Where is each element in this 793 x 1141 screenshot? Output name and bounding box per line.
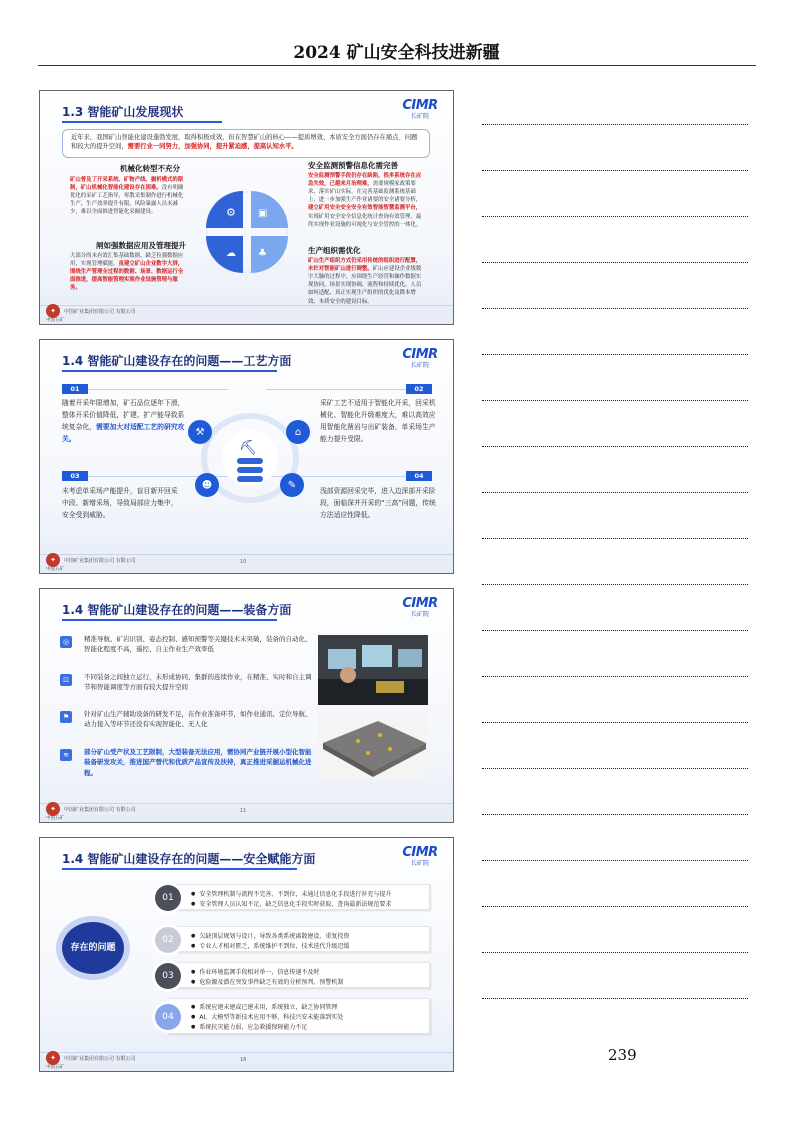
problem-item: ● 系统抗灾能力弱，应急救援保障能力不足: [191, 1022, 307, 1031]
footer-brand: 中国五矿: [46, 318, 64, 323]
logo-main: CIMR: [402, 347, 438, 362]
footer-brand: 中国五矿: [46, 1065, 64, 1070]
compass-icon: ◎: [60, 636, 72, 648]
note-line: [482, 262, 748, 263]
note-line: [482, 216, 748, 217]
problem-item: ● 作业环境监测手段相对单一，信息传递不及时: [191, 967, 319, 976]
tag-line: [88, 389, 228, 390]
quadrant-text-4: [308, 257, 426, 306]
equipment-issue-1: [62, 634, 317, 655]
quadrant-text-3: [70, 252, 185, 293]
tag-line: [266, 389, 406, 390]
slide-footer: [46, 802, 136, 816]
quadrant-2-body-b: 实现矿用安全安全信息化统计查询有效管理，最终实现作业设施的可视化与安全管控的一体化。: [308, 213, 422, 228]
note-line: [482, 906, 748, 907]
petal-top-right: [251, 191, 288, 228]
quadrant-heading-4: 生产组织需优化: [308, 246, 361, 255]
logo-sub: 长矿院: [410, 113, 429, 120]
quadrant-4-body: 矿山应建设企业级数字大脑的过程中，应围绕生产经营和操作数据实现协同，场景实现协调，流程和持续优化，人员如何适配、真正实现生产组织的优化及降本增效、本质安全的建设目标。: [308, 266, 422, 305]
slide-title: 1.3 智能矿山发展现状: [62, 105, 184, 119]
problem-number: 04: [155, 1004, 181, 1030]
header-rule: [38, 65, 756, 66]
equipment-issue-2: [62, 672, 317, 693]
logo-main: CIMR: [402, 596, 438, 611]
title-underline: [62, 619, 277, 621]
camera-icon: ▣: [258, 208, 268, 219]
equipment-issue-1-text: 精准导航、矿岩识别、姿态控制、感知预警等关键技术未突破，装备的自动化、智能化程度不高，遥控、自主作业生产效率低: [84, 635, 312, 654]
issue-1-body: 随着开采年限增加，矿石品位逐年下滑，整体开采价值降低，扩建、扩产能导致系统复杂化，: [62, 399, 185, 431]
four-petal-diagram: [186, 171, 308, 293]
note-line: [482, 354, 748, 355]
note-line: [482, 952, 748, 953]
note-line: [482, 584, 748, 585]
slide-page-number: 10: [240, 559, 247, 565]
equipment-issue-3: [62, 709, 317, 730]
tag-04: 04: [406, 471, 432, 481]
intro-text: 近年来，我国矿山智能化建设蓬勃发展，取得积极成效，但在智慧矿山的核心——提质增效、本质安全方面仍存在痛点、问题和较大的提升空间，: [71, 134, 418, 151]
footer-org: 中国矿业集团有限公司 有限公司: [64, 806, 136, 813]
drill-icon: ⚒: [188, 420, 212, 444]
problem-item: ● AI、大模型等新技术应用不够，科技兴安未能落到实处: [191, 1012, 343, 1021]
logo-main: CIMR: [402, 845, 438, 860]
quadrant-heading-1: 机械化转型不充分: [120, 164, 180, 173]
quadrant-4-highlight: 矿山生产组织方式仍采用传统的组织进行配置，未针对智能矿山进行调整。: [308, 258, 422, 273]
intro-highlight: 需要行业一同努力，加强协同，提升紧迫感，提高认知水平。: [127, 143, 298, 151]
slide-footer: [46, 1051, 136, 1065]
quadrant-2-highlight-b: 建立矿用安全安全安全有效智能智慧监测平台，: [308, 205, 422, 212]
slide-title: 1.4 智能矿山建设存在的问题——装备方面: [62, 603, 292, 617]
problem-row-2: [162, 926, 430, 952]
slide-page-number: 18: [240, 1057, 247, 1063]
slide-2: [39, 339, 454, 574]
page-number: 239: [608, 1046, 637, 1064]
issue-text-4: 浅部资源回采完毕，进入边深部开采阶段，面临深井开采的“三高”问题，传统方法适应性降低。: [320, 487, 436, 519]
problem-number: 02: [155, 927, 181, 953]
slide-1: [39, 90, 454, 325]
problem-row-1: [162, 884, 430, 910]
issue-text-1: [62, 398, 190, 446]
cimr-logo: [399, 347, 441, 369]
equipment-issue-4: [62, 747, 317, 778]
slide-footer: [46, 553, 136, 567]
quadrant-1-highlight: 矿山普及了开采系统、矿物产线、掘析模式的限制，矿山机械化智能化建设存在困难。: [70, 177, 184, 192]
quadrant-heading-3: 闸如强数据应用及管理提升: [96, 241, 186, 250]
tag-03: 03: [62, 471, 88, 481]
problem-item: ● 危险源及潜在突发事件缺乏有效的分析预判、预警机制: [191, 977, 343, 986]
issue-text-3: 未考虑单采场产能提升，盲目新开回采中段、新增采场，导致局部应力集中，安全受到威胁。: [62, 487, 178, 519]
mine-3d-model-image: [318, 713, 428, 779]
cimr-logo: [399, 596, 441, 618]
note-line: [482, 492, 748, 493]
footer-brand: 中国五矿: [46, 816, 64, 821]
worker-icon: ☻: [195, 473, 219, 497]
problem-item: ● 专业人才相对匮乏，系统维护不到位，技术迭代升级迟缓: [191, 941, 349, 950]
problem-row-3: [162, 962, 430, 988]
logo-sub: 长矿院: [410, 362, 429, 369]
note-line: [482, 308, 748, 309]
note-line: [482, 124, 748, 125]
logo-main: CIMR: [402, 98, 438, 113]
petal-bottom-left: [206, 236, 243, 273]
slide-4: [39, 837, 454, 1072]
note-line: [482, 722, 748, 723]
quadrant-heading-2: 安全监测预警信息化需完善: [308, 161, 398, 170]
quadrant-2-body-a: 需要规模家政策要求，落实矿山实际，在完善基础监测系统基础上，进一步加强生产作业诸要的安全诸要分析，: [308, 181, 422, 204]
note-line: [482, 676, 748, 677]
cimr-logo: [399, 845, 441, 867]
problem-number: 03: [155, 963, 181, 989]
cimr-logo: [399, 98, 441, 120]
quadrant-1-body: 没有明确优化的采矿工艺指导，零散采集制作进行机械化生产，生产效率提升有限，风险暴露人员未减少，难以全面推进智能化采掘建设。: [70, 185, 184, 216]
tag-02: 02: [406, 384, 432, 394]
quadrant-2-highlight: 安全监测预警手段仍存在缺陷，很多系统存在应急失效，已越来月治理难，: [308, 173, 422, 188]
title-underline: [62, 370, 277, 372]
issue-1-highlight: 需要加大对适配工艺的研究攻关。: [62, 422, 185, 443]
slide-page-number: 11: [240, 808, 247, 814]
control-room-photo: [318, 635, 428, 705]
quadrant-text-2: [308, 172, 426, 229]
note-line: [482, 630, 748, 631]
company-badge-icon: ✦: [46, 553, 60, 567]
problems-oval: 存在的问题: [62, 922, 124, 974]
title-underline: [62, 868, 297, 870]
logo-sub: 长矿院: [410, 860, 429, 867]
footer-brand: 中国五矿: [46, 567, 64, 572]
title-underline: [62, 121, 222, 123]
problem-item: ● 安全管理人员认知不足，缺乏信息化手段实时获取、查询最新法规范要求: [191, 899, 391, 908]
problem-number: 01: [155, 885, 181, 911]
problem-row-4: [162, 998, 430, 1034]
quadrant-3-highlight: 虽建立矿山企业数字大屏，围绕生产管理全过程的数据、场景、数据运行全面推进，提高智能管理实现作业设施管理与服务。: [70, 261, 184, 292]
company-badge-icon: ✦: [46, 802, 60, 816]
tag-01: 01: [62, 384, 88, 394]
note-line: [482, 814, 748, 815]
slide-title: 1.4 智能矿山建设存在的问题——工艺方面: [62, 354, 292, 368]
note-line: [482, 400, 748, 401]
gear-icon: ⚙: [226, 206, 236, 219]
problem-item: ● 欠缺顶层规划与设计，导致各类系统离散建设、重复投资: [191, 931, 349, 940]
company-badge-icon: ✦: [46, 1051, 60, 1065]
link-icon: ⊡: [60, 674, 72, 686]
footer-org: 中国矿业集团有限公司 有限公司: [64, 557, 136, 564]
note-line: [482, 538, 748, 539]
petal-bottom-right: [251, 236, 288, 273]
network-icon: ♣: [258, 248, 267, 259]
problem-item: ● 安全管理机制与流程不完善、不到位，未通过信息化手段进行补充与提升: [191, 889, 391, 898]
problem-item: ● 系统应建未建或已建未用，系统独立，缺乏协同管理: [191, 1002, 337, 1011]
equipment-issue-2-text: 不同装备之间独立运行，未形成协同、集群的连续作业，在精准、实时和自主调节和智能调度等方面有较大提升空间: [84, 673, 312, 692]
note-line: [482, 860, 748, 861]
quadrant-3-body: 大部分尚未有效汇集基础数据，缺乏拉强数据应用，实现管理赋能。: [70, 253, 184, 268]
tunnel-icon: ⌂: [286, 420, 310, 444]
equipment-issue-4-text: 部分矿山受产状及工艺限制，大型装备无法应用，需协同产业链开展小型化智能装备研发攻关，推进国产替代和优质产品宣传及扶持，真正推进采掘运机械化进程。: [84, 748, 312, 777]
equipment-issue-3-text: 针对矿山生产辅助设备的研发不足，在作业准备环节，如作业通讯、定位导航、动力接入等环节还没有实现智能化、无人化: [84, 710, 312, 729]
footer-org: 中国矿业集团有限公司 有限公司: [64, 1055, 136, 1062]
slide-3: [39, 588, 454, 823]
signal-icon: ≋: [60, 749, 72, 761]
footer-org: 中国矿业集团有限公司 有限公司: [64, 308, 136, 315]
note-line: [482, 768, 748, 769]
mining-cart-icon: ⛏: [239, 440, 257, 456]
flag-icon: ⚑: [60, 711, 72, 723]
page-header-title: 2024 矿山安全科技进新疆: [293, 43, 500, 63]
quadrant-text-1: [70, 176, 185, 217]
slide-footer: [46, 304, 136, 318]
tools-icon: ✎: [280, 473, 304, 497]
cloud-icon: ☁: [226, 248, 236, 259]
petal-top-left: [206, 191, 243, 228]
note-line: [482, 446, 748, 447]
logo-sub: 长矿院: [410, 611, 429, 618]
issue-text-2: 采矿工艺不适用于智能化开采，回采机械化、智能化升级难度大，难以高效应用智能化凿岩与出矿装备，单采场生产能力提升受限。: [320, 399, 436, 443]
slide-title: 1.4 智能矿山建设存在的问题——安全赋能方面: [62, 852, 316, 866]
note-line: [482, 170, 748, 171]
company-badge-icon: ✦: [46, 304, 60, 318]
intro-box: [62, 129, 430, 158]
note-line: [482, 998, 748, 999]
